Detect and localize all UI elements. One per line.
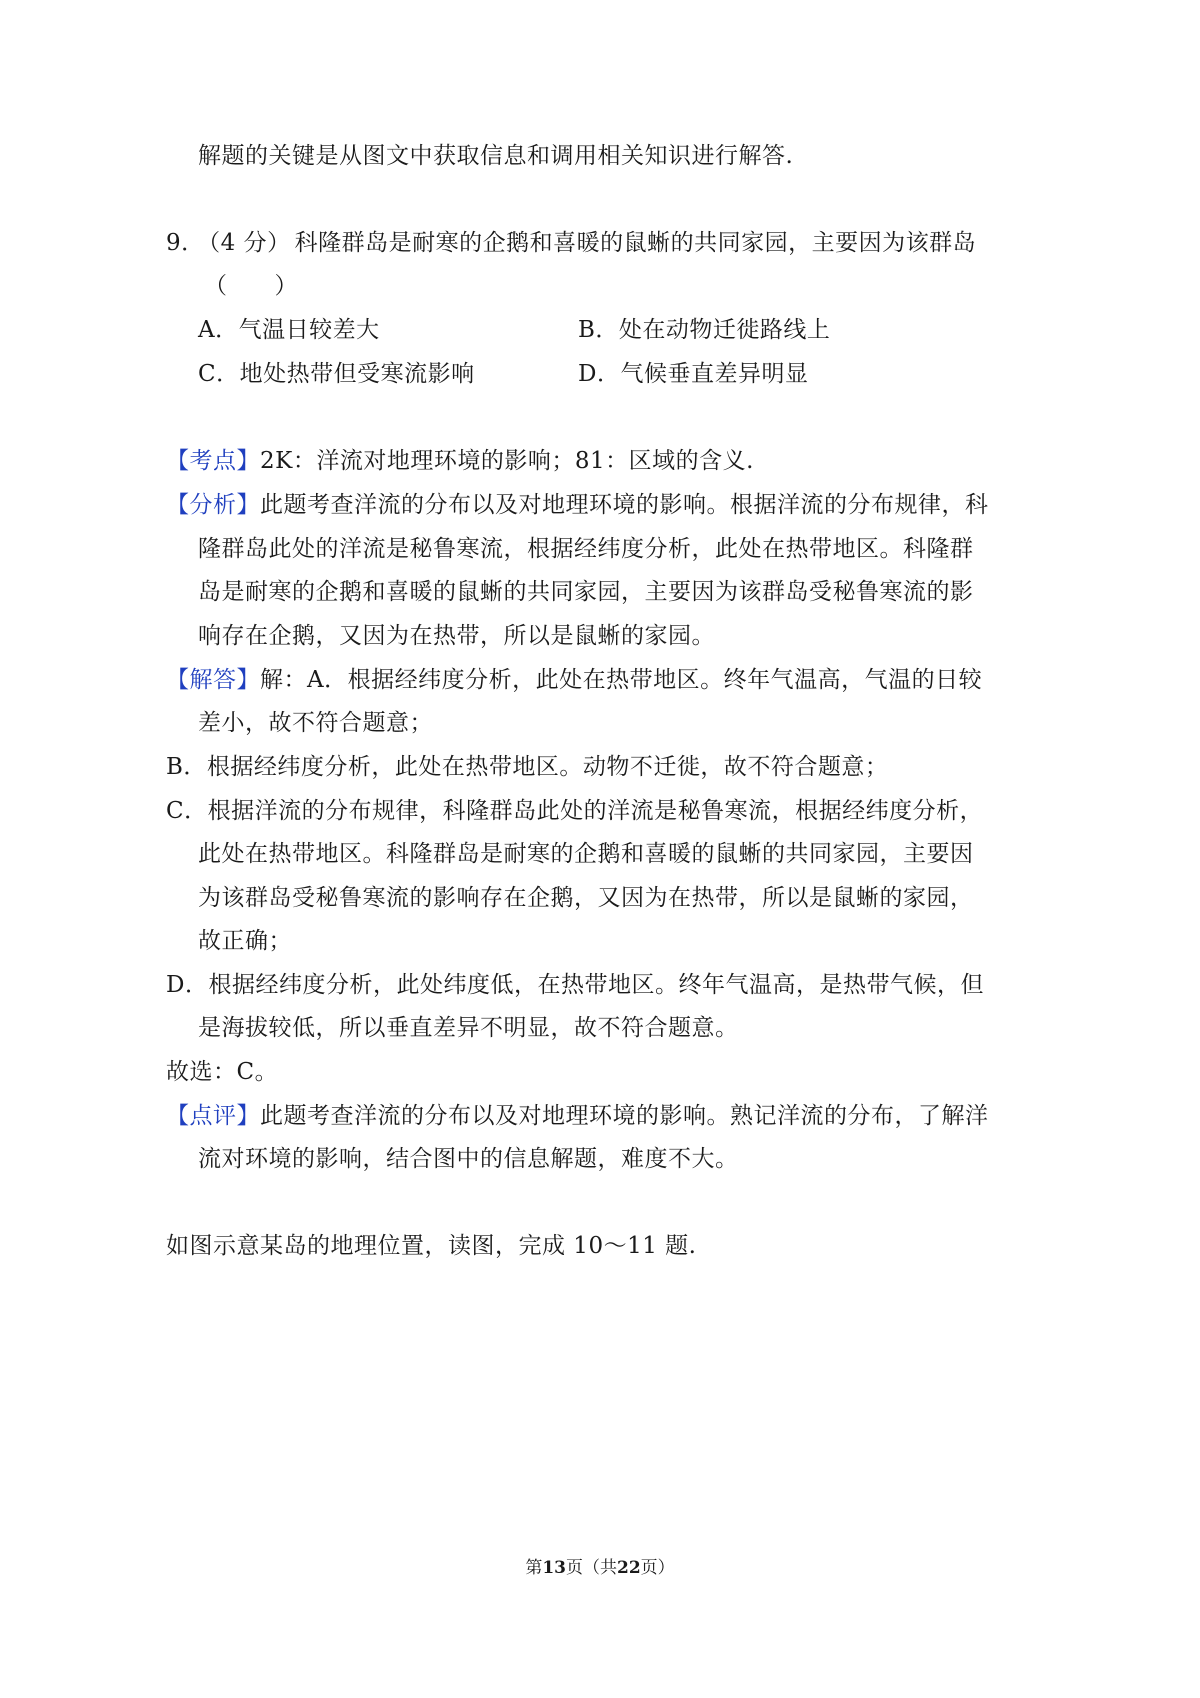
dianping-line-1 <box>166 1101 989 1131</box>
option-a-label: A． <box>198 317 239 343</box>
option-c-label: C． <box>198 361 240 387</box>
question-score: （4 分） <box>208 230 291 256</box>
jieda-line-5: 此处在热带地区。科隆群岛是耐寒的企鹅和喜暖的鼠蜥的共同家园，主要因 <box>198 841 974 867</box>
option-d <box>578 359 808 389</box>
jieda-line-8: D．根据经纬度分析，此处纬度低，在热带地区。终年气温高，是热带气候，但 <box>166 972 984 998</box>
footer-page-number: 13 <box>542 1558 566 1578</box>
footer-middle: 页（共 <box>566 1558 617 1578</box>
question-blank: （ ） <box>204 273 298 299</box>
fenxi-line-3: 岛是耐寒的企鹅和喜暖的鼠蜥的共同家园，主要因为该群岛受秘鲁寒流的影 <box>198 579 974 605</box>
kaodian-tag: 【考点】 <box>166 448 260 474</box>
jieda-line-7: 故正确； <box>198 928 292 954</box>
fenxi-line-1 <box>166 490 989 520</box>
jieda-line-1 <box>166 665 982 695</box>
dianping-tag: 【点评】 <box>166 1103 260 1129</box>
answer-line: 故选：C。 <box>166 1059 279 1085</box>
kaodian-section <box>166 446 754 476</box>
fenxi-line-4: 响存在企鹅，又因为在热带，所以是鼠蜥的家园。 <box>198 623 715 649</box>
footer-total-pages: 22 <box>617 1558 641 1578</box>
option-b-text: 处在动物迁徙路线上 <box>618 317 831 343</box>
option-d-text: 气候垂直差异明显 <box>620 361 809 387</box>
option-d-label: D． <box>578 361 621 387</box>
jieda-tag: 【解答】 <box>166 667 260 693</box>
option-a-text: 气温日较差大 <box>238 317 380 343</box>
question-number: 9． <box>166 230 205 256</box>
next-question-intro: 如图示意某岛的地理位置，读图，完成 10～11 题. <box>166 1233 697 1259</box>
jieda-line-9: 是海拔较低，所以垂直差异不明显，故不符合题意。 <box>198 1015 739 1041</box>
intro-tail: 解题的关键是从图文中获取信息和调用相关知识进行解答. <box>198 143 794 169</box>
jieda-line-6: 为该群岛受秘鲁寒流的影响存在企鹅，又因为在热带，所以是鼠蜥的家园， <box>198 885 974 911</box>
option-b <box>578 315 830 345</box>
footer-prefix: 第 <box>525 1558 543 1578</box>
jieda-line-3: B．根据经纬度分析，此处在热带地区。动物不迁徙，故不符合题意； <box>166 754 889 780</box>
footer-suffix: 页） <box>640 1558 675 1578</box>
fenxi-line-2: 隆群岛此处的洋流是秘鲁寒流，根据经纬度分析，此处在热带地区。科隆群 <box>198 536 974 562</box>
dianping-text-1: 此题考查洋流的分布以及对地理环境的影响。熟记洋流的分布，了解洋 <box>260 1103 989 1129</box>
option-c <box>198 359 475 389</box>
kaodian-text: 2K：洋流对地理环境的影响；81：区域的含义. <box>260 448 754 474</box>
jieda-text-1: 解：A．根据经纬度分析，此处在热带地区。终年气温高，气温的日较 <box>260 667 983 693</box>
option-c-text: 地处热带但受寒流影响 <box>239 361 475 387</box>
jieda-line-4: C．根据洋流的分布规律，科隆群岛此处的洋流是秘鲁寒流，根据经纬度分析， <box>166 798 984 824</box>
question-stem: 科隆群岛是耐寒的企鹅和喜暖的鼠蜥的共同家园，主要因为该群岛 <box>294 230 977 256</box>
question-stem-line <box>166 228 976 258</box>
fenxi-text-1: 此题考查洋流的分布以及对地理环境的影响。根据洋流的分布规律，科 <box>260 492 989 518</box>
option-b-label: B． <box>578 317 619 343</box>
page-footer <box>0 1556 1200 1580</box>
option-a <box>198 315 380 345</box>
jieda-line-2: 差小，故不符合题意； <box>198 710 433 736</box>
dianping-line-2: 流对环境的影响，结合图中的信息解题，难度不大。 <box>198 1146 739 1172</box>
fenxi-tag: 【分析】 <box>166 492 260 518</box>
